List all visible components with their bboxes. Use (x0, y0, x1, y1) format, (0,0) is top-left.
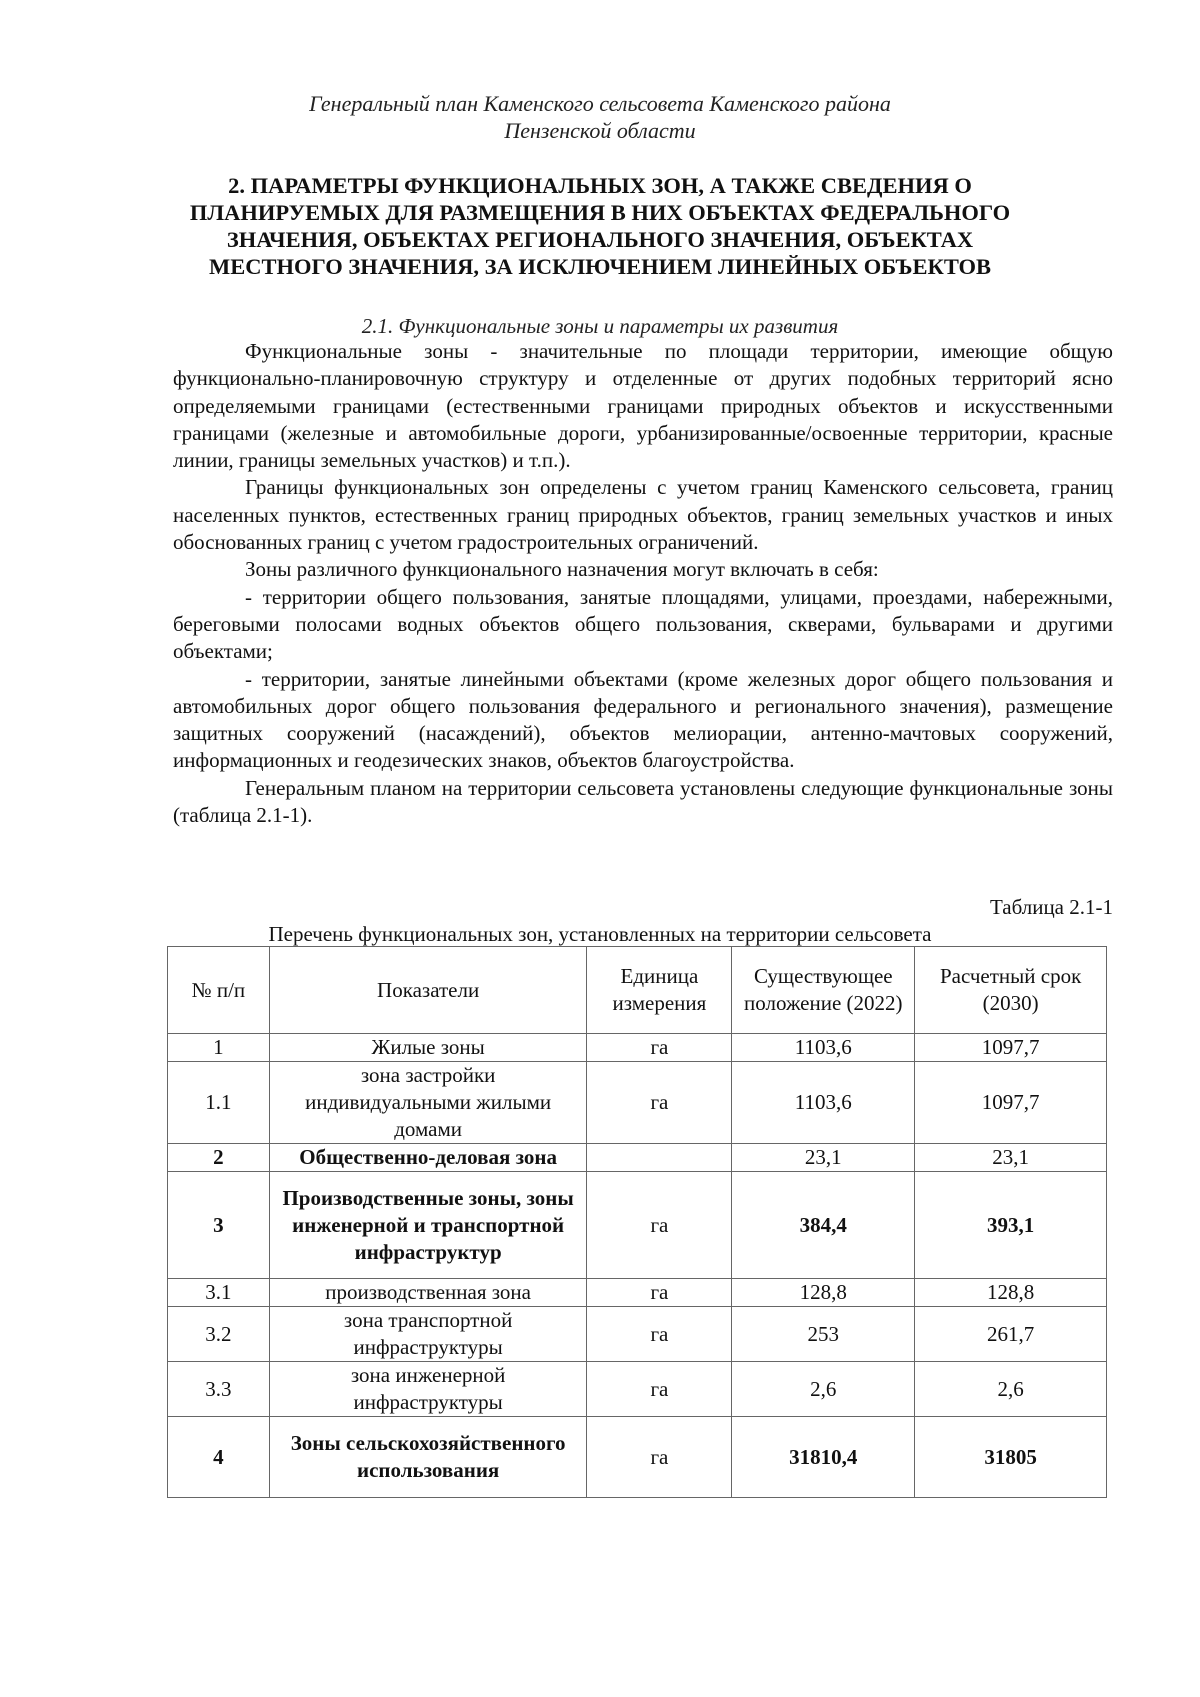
table-row (168, 1172, 1107, 1279)
cell-existing: 128,8 (732, 1279, 915, 1307)
cell-num: 3.2 (168, 1307, 270, 1362)
table-row (168, 1144, 1107, 1172)
cell-num: 3 (168, 1172, 270, 1279)
table-row (168, 1417, 1107, 1498)
paragraph-boundaries: Границы функциональных зон определены с учетом границ Каменского сельсовета, границ населенных пунктов, естественных границ природных объектов, границ земельных участков и иных обоснованных границ с учетом градостроительных ограничений. (173, 475, 1113, 555)
cell-planned: 31805 (915, 1417, 1107, 1498)
cell-name: Жилые зоны (269, 1034, 587, 1062)
section-title-line-2: ПЛАНИРУЕМЫХ ДЛЯ РАЗМЕЩЕНИЯ В НИХ ОБЪЕКТАХ ФЕДЕРАЛЬНОГО (189, 200, 1011, 225)
header-planned: Расчетный срок (2030) (915, 947, 1107, 1034)
paragraph-list-item-2: - территории, занятые линейными объектами (кроме железных дорог общего пользования и автомобильных дорог общего пользования федерального и регионального значения), размещение защитных сооружений (насаждений), объектов мелиорации, антенно-мачтовых сооружений, информационных и геодезических знаков, объектов благоустройства. (173, 666, 1113, 773)
cell-num: 3.3 (168, 1362, 270, 1417)
section-title-line-4: МЕСТНОГО ЗНАЧЕНИЯ, ЗА ИСКЛЮЧЕНИЕМ ЛИНЕЙНЫХ ОБЪЕКТОВ (208, 254, 992, 279)
cell-planned: 1097,7 (915, 1034, 1107, 1062)
cell-unit: га (587, 1362, 732, 1417)
cell-existing: 23,1 (732, 1144, 915, 1172)
table-row (168, 1034, 1107, 1062)
table-header-row (168, 947, 1107, 1034)
cell-planned: 2,6 (915, 1362, 1107, 1417)
paragraph-zones-include: Зоны различного функционального назначения могут включать в себя: (245, 557, 879, 582)
section-title (150, 172, 1050, 280)
cell-unit: га (587, 1417, 732, 1498)
cell-unit: га (587, 1307, 732, 1362)
cell-name: зона застройки индивидуальными жилыми домами (269, 1062, 587, 1144)
cell-existing: 31810,4 (732, 1417, 915, 1498)
cell-planned: 128,8 (915, 1279, 1107, 1307)
cell-planned: 393,1 (915, 1172, 1107, 1279)
cell-unit: га (587, 1062, 732, 1144)
cell-num: 1 (168, 1034, 270, 1062)
header-existing: Существующее положение (2022) (732, 947, 915, 1034)
cell-existing: 384,4 (732, 1172, 915, 1279)
body-text (173, 338, 1113, 829)
cell-unit: га (587, 1279, 732, 1307)
paragraph-established-zones: Генеральным планом на территории сельсовета установлены следующие функциональные зоны (таблица 2.1-1). (173, 775, 1113, 828)
cell-num: 2 (168, 1144, 270, 1172)
header-unit: Единица измерения (587, 947, 732, 1034)
section-title-line-3: ЗНАЧЕНИЯ, ОБЪЕКТАХ РЕГИОНАЛЬНОГО ЗНАЧЕНИЯ, ОБЪЕКТАХ (226, 227, 974, 252)
header-indicator: Показатели (269, 947, 587, 1034)
table-row (168, 1279, 1107, 1307)
cell-num: 1.1 (168, 1062, 270, 1144)
cell-name: производственная зона (269, 1279, 587, 1307)
table-row (168, 1307, 1107, 1362)
cell-num: 4 (168, 1417, 270, 1498)
cell-name: зона инженерной инфраструктуры (269, 1362, 587, 1417)
cell-existing: 2,6 (732, 1362, 915, 1417)
cell-name: Производственные зоны, зоны инженерной и транспортной инфраструктур (269, 1172, 587, 1279)
cell-name: Зоны сельскохозяйственного использования (269, 1417, 587, 1498)
cell-existing: 1103,6 (732, 1062, 915, 1144)
header-num: № п/п (168, 947, 270, 1034)
document-header-line-1: Генеральный план Каменского сельсовета Каменского района (309, 91, 891, 116)
cell-name: Общественно-деловая зона (269, 1144, 587, 1172)
cell-planned: 261,7 (915, 1307, 1107, 1362)
cell-existing: 1103,6 (732, 1034, 915, 1062)
table-row (168, 1062, 1107, 1144)
section-title-line-1: 2. ПАРАМЕТРЫ ФУНКЦИОНАЛЬНЫХ ЗОН, А ТАКЖЕ СВЕДЕНИЯ О (228, 173, 972, 198)
document-header-line-2: Пензенской области (504, 118, 696, 143)
cell-planned: 1097,7 (915, 1062, 1107, 1144)
cell-unit (587, 1144, 732, 1172)
cell-unit: га (587, 1034, 732, 1062)
table-number: Таблица 2.1-1 (989, 895, 1113, 919)
cell-existing: 253 (732, 1307, 915, 1362)
paragraph-definition: Функциональные зоны - значительные по площади территории, имеющие общую функционально-планировочную структуру и отделенные от других подобных территорий ясно определяемыми границами (естественными границами природных объектов и искусственными границами (железные и автомобильные дороги, урбанизированные/освоенные территории, красные линии, границы земельных участков) и т.п.). (173, 339, 1113, 473)
cell-unit: га (587, 1172, 732, 1279)
cell-name: зона транспортной инфраструктуры (269, 1307, 587, 1362)
paragraph-list-item-1: - территории общего пользования, занятые площадями, улицами, проездами, набережными, береговыми полосами водных объектов общего пользования, скверами, бульварами и другими объектами; (173, 584, 1113, 664)
cell-planned: 23,1 (915, 1144, 1107, 1172)
zones-table (167, 946, 1107, 1498)
cell-num: 3.1 (168, 1279, 270, 1307)
table-caption: Перечень функциональных зон, установленных на территории сельсовета (268, 922, 932, 946)
table-row (168, 1362, 1107, 1417)
subsection-title: 2.1. Функциональные зоны и параметры их развития (361, 314, 839, 338)
